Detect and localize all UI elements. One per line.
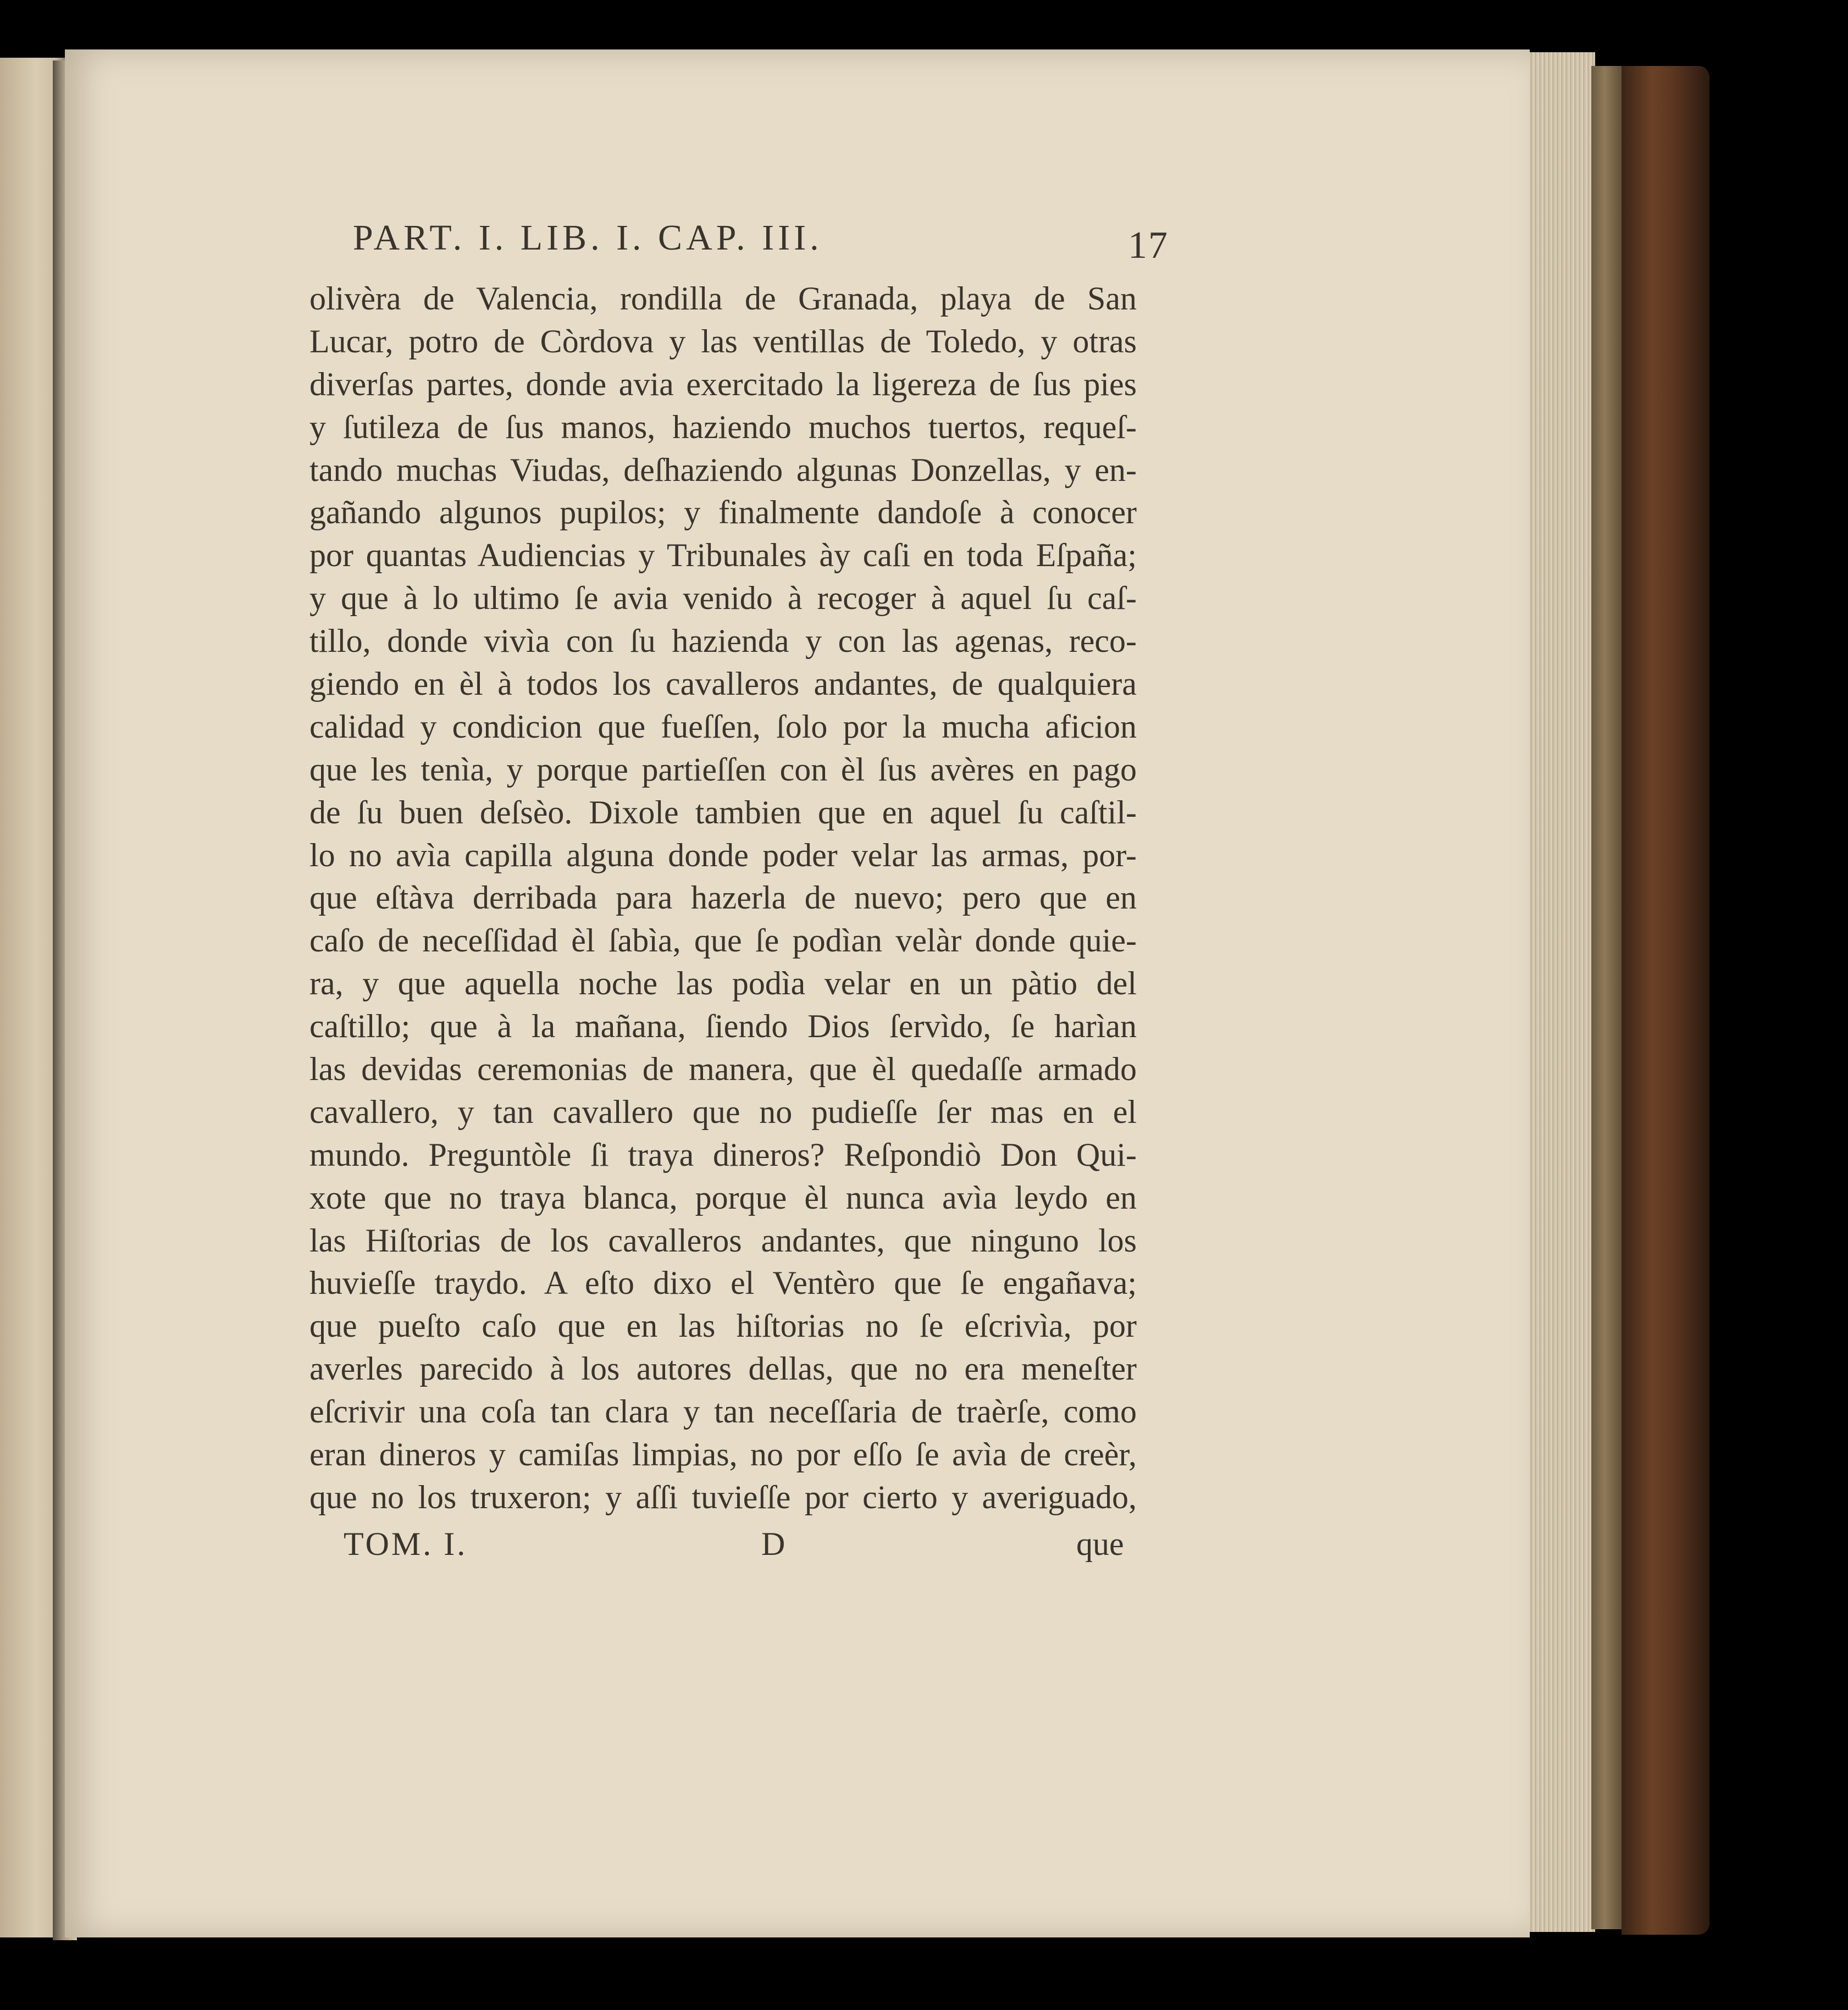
text-line: que eſtàva derribada para hazerla de nuevo; pero que en	[309, 879, 1137, 916]
text-line: mundo. Preguntòle ſi traya dineros? Reſpondiò Don Qui-	[309, 1136, 1137, 1173]
text-line: huvieſſe traydo. A eſto dixo el Ventèro que ſe engañava;	[309, 1265, 1137, 1302]
text-line: las Hiſtorias de los cavalleros andantes, que ninguno los	[309, 1222, 1137, 1259]
signature-mark: D	[761, 1526, 785, 1562]
text-line: que les tenìa, y porque partieſſen con èl ſus avères en pago	[309, 751, 1137, 788]
text-line: olivèra de Valencia, rondilla de Granada, playa de San	[309, 280, 1137, 317]
page-block-edges	[1523, 52, 1595, 1932]
text-line: las devidas ceremonias de manera, que èl quedaſſe armado	[309, 1051, 1137, 1088]
text-line: por quantas Audiencias y Tribunales ày caſi en toda Eſpaña;	[309, 537, 1137, 574]
text-line: lo no avìa capilla alguna donde poder velar las armas, por-	[309, 837, 1137, 873]
volume-mark: TOM. I.	[344, 1526, 468, 1562]
text-line: tillo, donde vivìa con ſu hazienda y con las agenas, reco-	[309, 623, 1137, 660]
text-line: ra, y que aquella noche las podìa velar en un pàtio del	[309, 965, 1137, 1002]
text-line: que no los truxeron; y aſſi tuvieſſe por cierto y averiguado,	[309, 1479, 1137, 1515]
text-line: tando muchas Viudas, deſhaziendo algunas Donzellas, y en-	[309, 451, 1137, 488]
page-header	[0, 217, 1848, 272]
text-line: eſcrivir una coſa tan clara y tan neceſſaria de traèrſe, como	[309, 1393, 1137, 1430]
page-footer	[0, 1525, 1848, 1575]
page-number: 17	[1128, 224, 1169, 267]
text-line: eran dineros y camiſas limpias, no por eſſo ſe avìa de creèr,	[309, 1436, 1137, 1473]
text-line: y ſutileza de ſus manos, haziendo muchos tuertos, requeſ-	[309, 408, 1137, 445]
text-line: de ſu buen deſsèo. Dixole tambien que en aquel ſu caſtil-	[309, 794, 1137, 830]
text-line: que pueſto caſo que en las hiſtorias no ſe eſcrivìa, por	[309, 1308, 1137, 1344]
text-line: cavallero, y tan cavallero que no pudieſſe ſer mas en el	[309, 1093, 1137, 1130]
catchword: que	[1076, 1526, 1124, 1562]
running-head: PART. I. LIB. I. CAP. III.	[353, 218, 823, 258]
page-block-shadow	[1591, 66, 1624, 1929]
body-text	[309, 278, 1137, 1519]
leather-cover	[1622, 66, 1709, 1935]
text-line: giendo en èl à todos los cavalleros andantes, de qualquiera	[309, 666, 1137, 702]
text-line: caſtillo; que à la mañana, ſiendo Dios ſervìdo, ſe harìan	[309, 1008, 1137, 1045]
text-line: gañando algunos pupilos; y finalmente dandoſe à conocer	[309, 494, 1137, 531]
text-line: Lucar, potro de Còrdova y las ventillas de Toledo, y otras	[309, 323, 1137, 359]
text-line: averles parecido à los autores dellas, que no era meneſter	[309, 1350, 1137, 1387]
text-line: calidad y condicion que fueſſen, ſolo por la mucha aficion	[309, 708, 1137, 745]
text-line: diverſas partes, donde avia exercitado la ligereza de ſus pies	[309, 366, 1137, 402]
text-line: caſo de neceſſidad èl ſabìa, que ſe podìan velàr donde quie-	[309, 922, 1137, 959]
text-line: xote que no traya blanca, porque èl nunca avìa leydo en	[309, 1179, 1137, 1216]
text-line: y que à lo ultimo ſe avia venido à recoger à aquel ſu caſ-	[309, 580, 1137, 617]
